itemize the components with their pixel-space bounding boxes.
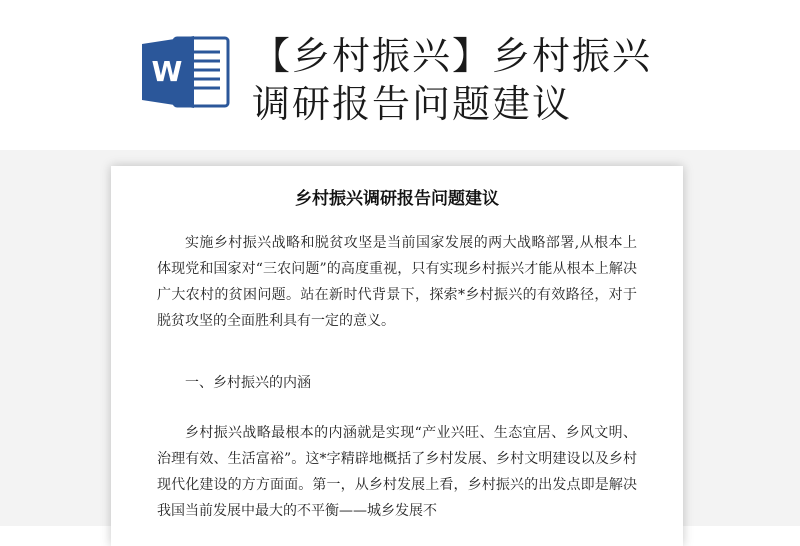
header-banner [0,0,800,150]
section-heading: 一、乡村振兴的内涵 [185,375,311,391]
document-title: 乡村振兴调研报告问题建议 [295,189,499,209]
page-title: 【乡村振兴】乡村振兴调研报告问题建议 [252,34,653,126]
document-page [111,166,683,546]
word-document-icon [140,34,232,110]
paragraph-intro: 实施乡村振兴战略和脱贫攻坚是当前国家发展的两大战略部署,从根本上体现党和国家对“三农问题”的高度重视，只有实现乡村振兴才能从根本上解决广大农村的贫困问题。站在新时代背景下，探索*乡村振兴的有效路径，对于脱贫攻坚的全面胜利具有一定的意义。 [157,235,637,329]
paragraph-body: 乡村振兴战略最根本的内涵就是实现“产业兴旺、生态宜居、乡风文明、治理有效、生活富裕”。这*字精辟地概括了乡村发展、乡村文明建设以及乡村现代化建设的方方面面。第一，从乡村发展上看，乡村振兴的出发点即是解决我国当前发展中最大的不平衡——城乡发展不 [157,425,637,519]
word-icon-letter: W [151,55,183,88]
